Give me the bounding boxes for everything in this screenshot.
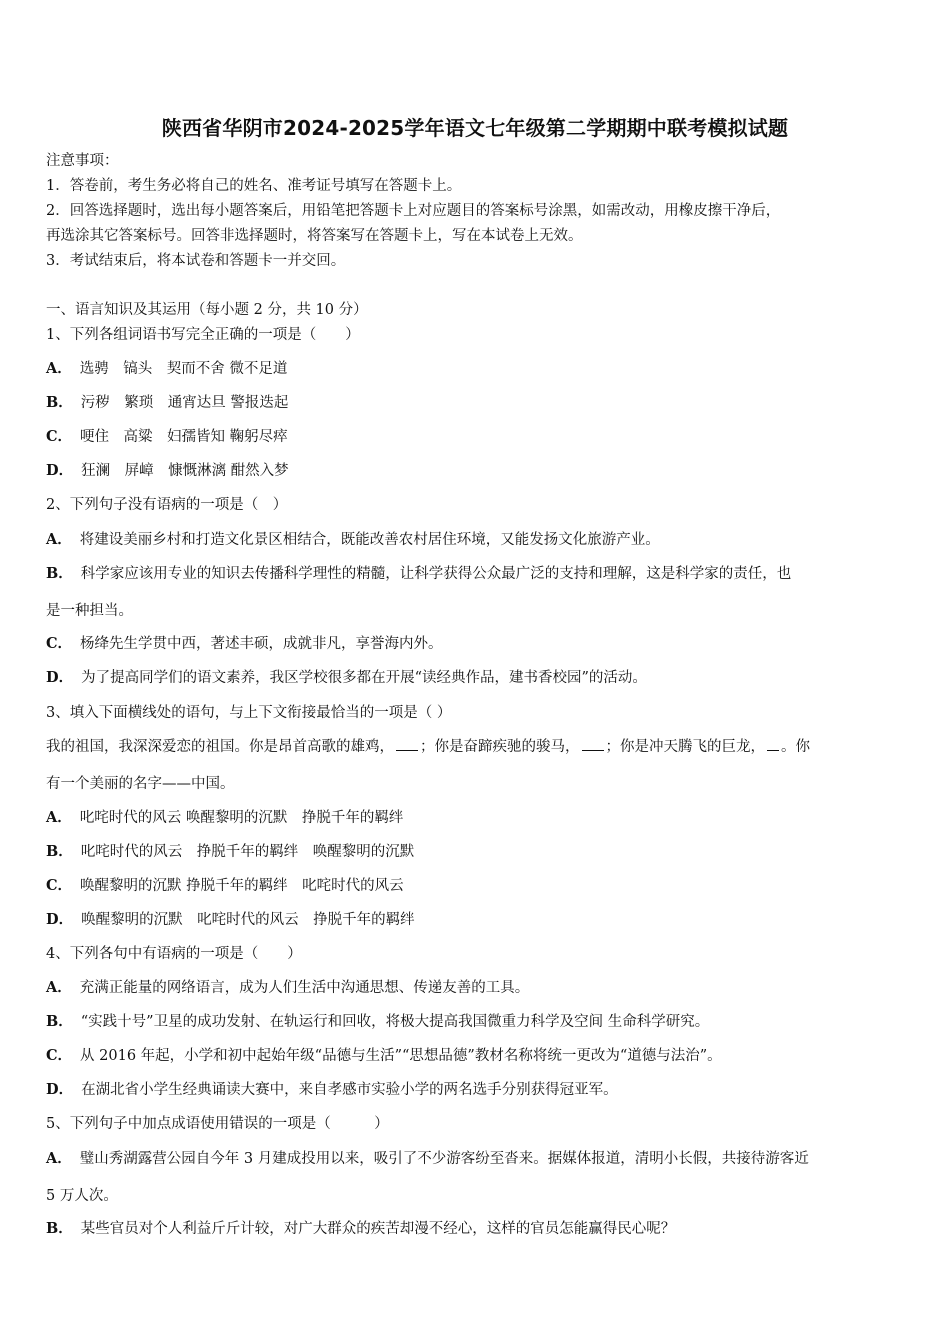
option-row [46, 1012, 908, 1032]
option-row [46, 1046, 908, 1066]
option-text: 璧山秀湖露营公园自今年 3 月建成投用以来，吸引了不少游客纷至沓来。据媒体报道，清明小长假，共接待游客近 [79, 1151, 809, 1167]
option-row [46, 1219, 908, 1239]
option-text: 污秽 繁琐 通宵达旦 警报迭起 [80, 395, 289, 411]
option-text: 从 2016 年起，小学和初中起始年级“品德与生活”“思想品德”教材名称将统一更改为“道德与法治”。 [80, 1048, 722, 1064]
option-label: C． [46, 428, 73, 445]
option-text: 杨绛先生学贯中西，著述丰硕，成就非凡，享誉海内外。 [80, 636, 443, 652]
option-row [46, 530, 908, 550]
option-label: C． [46, 877, 73, 894]
notice-item: 3．考试结束后，将本试卷和答题卡一并交回。 [46, 253, 346, 269]
option-row [46, 564, 908, 584]
option-label: D． [46, 1081, 74, 1098]
option-continuation: 是一种担当。 [46, 603, 133, 619]
option-continuation: 5 万人次。 [46, 1188, 118, 1204]
option-text: 将建设美丽乡村和打造文化景区相结合，既能改善农村居住环境，又能发扬文化旅游产业。 [79, 532, 660, 548]
option-text: 叱咤时代的风云 唤醒黎明的沉默 挣脱千年的羁绊 [79, 810, 404, 826]
notice-item: 2．回答选择题时，选出每小题答案后，用铅笔把答题卡上对应题目的答案标号涂黑，如需改动，用橡皮擦干净后， [46, 203, 781, 219]
option-row [46, 1080, 908, 1100]
option-label: B． [46, 843, 73, 860]
option-text: 狂澜 屏嶂 慷慨淋漓 酣然入梦 [81, 463, 289, 479]
option-label: A． [46, 531, 72, 548]
option-label: D． [46, 911, 74, 928]
option-text: 科学家应该用专业的知识去传播科学理性的精髓，让科学获得公众最广泛的支持和理解，这是科学家的责任，也 [80, 566, 792, 582]
option-text: “实践十号”卫星的成功发射、在轨运行和回收，将极大提高我国微重力科学及空间 生命科学研究。 [80, 1014, 710, 1030]
option-row [46, 876, 908, 896]
option-label: C． [46, 635, 73, 652]
question-stem: 1、下列各组词语书写完全正确的一项是（ ） [46, 327, 360, 343]
section-heading: 一、语言知识及其运用（每小题 2 分，共 10 分） [46, 302, 368, 318]
option-row [46, 1149, 908, 1169]
passage-text: 我的祖国，我深深爱恋的祖国。你是昂首高歌的雄鸡， [46, 739, 394, 755]
notice-header: 注意事项： [46, 153, 119, 169]
option-row [46, 978, 908, 998]
question-stem: 2、下列句子没有语病的一项是（ ） [46, 497, 288, 513]
notice-item: 再选涂其它答案标号。回答非选择题时，将答案写在答题卡上，写在本试卷上无效。 [46, 228, 583, 244]
option-text: 哽住 高粱 妇孺皆知 鞠躬尽瘁 [80, 429, 288, 445]
option-label: A． [46, 1150, 72, 1167]
option-label: A． [46, 979, 72, 996]
notice-item: 1．答卷前，考生务必将自己的姓名、准考证号填写在答题卡上。 [46, 178, 462, 194]
option-row [46, 359, 908, 379]
option-label: B． [46, 565, 73, 582]
option-label: D． [46, 669, 74, 686]
option-text: 充满正能量的网络语言，成为人们生活中沟通思想、传递友善的工具。 [79, 980, 530, 996]
option-label: D． [46, 462, 74, 479]
option-label: A． [46, 809, 72, 826]
passage-line: 有一个美丽的名字——中国。 [46, 776, 235, 792]
option-label: C． [46, 1047, 73, 1064]
option-text: 某些官员对个人利益斤斤计较，对广大群众的疾苦却漫不经心，这样的官员怎能赢得民心呢？ [80, 1221, 676, 1237]
question-stem: 4、下列各句中有语病的一项是（ ） [46, 946, 302, 962]
option-text: 为了提高同学们的语文素养，我区学校很多都在开展“读经典作品，建书香校园”的活动。 [81, 670, 647, 686]
option-row [46, 393, 908, 413]
option-label: A． [46, 360, 72, 377]
option-row [46, 461, 908, 481]
passage-text: ；你是奋蹄疾驰的骏马， [420, 739, 580, 755]
option-row [46, 634, 908, 654]
option-row [46, 842, 908, 862]
passage-line [46, 737, 908, 757]
passage-text: 。你 [781, 739, 810, 755]
option-text: 唤醒黎明的沉默 叱咤时代的风云 挣脱千年的羁绊 [81, 912, 415, 928]
option-text: 唤醒黎明的沉默 挣脱千年的羁绊 叱咤时代的风云 [80, 878, 404, 894]
blank-line [767, 738, 779, 751]
question-stem: 5、下列句子中加点成语使用错误的一项是（ ） [46, 1116, 389, 1132]
passage-text: ；你是冲天腾飞的巨龙， [605, 739, 765, 755]
option-row [46, 668, 908, 688]
option-text: 选骋 镐头 契而不舍 微不足道 [79, 361, 288, 377]
option-label: B． [46, 1013, 73, 1030]
option-text: 在湖北省小学生经典诵读大赛中，来自孝感市实验小学的两名选手分别获得冠亚军。 [81, 1082, 618, 1098]
blank-line [582, 738, 604, 751]
option-label: B． [46, 1220, 73, 1237]
option-row [46, 427, 908, 447]
blank-line [396, 738, 418, 751]
option-row [46, 910, 908, 930]
page-title: 陕西省华阴市2024-2025学年语文七年级第二学期期中联考模拟试题 [161, 116, 789, 140]
option-text: 叱咤时代的风云 挣脱千年的羁绊 唤醒黎明的沉默 [80, 844, 415, 860]
option-row [46, 808, 908, 828]
option-label: B． [46, 394, 73, 411]
question-stem: 3、填入下面横线处的语句，与上下文衔接最恰当的一项是（ ） [46, 705, 452, 721]
